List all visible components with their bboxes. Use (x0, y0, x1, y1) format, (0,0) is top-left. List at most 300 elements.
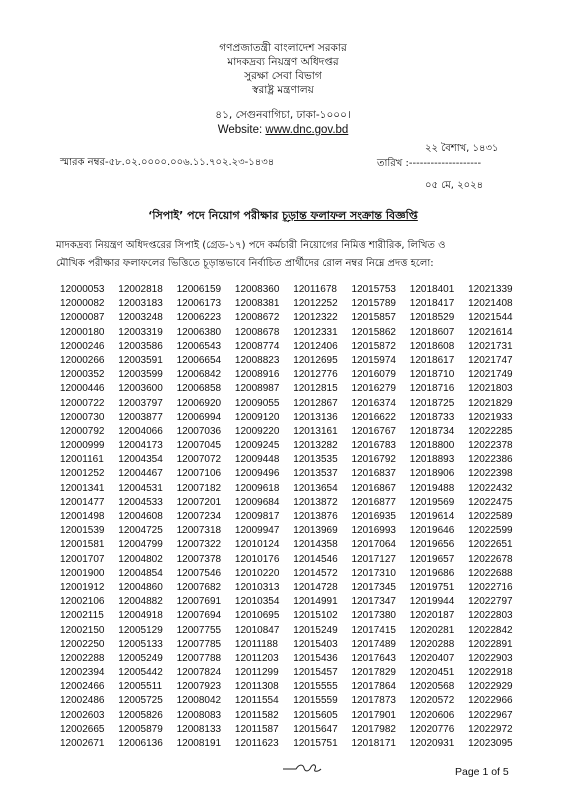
roll-number-cell: 12012331 (293, 326, 338, 338)
roll-number-cell: 12022918 (468, 667, 513, 679)
roll-number-cell: 12021829 (468, 397, 513, 409)
roll-number-cell: 12019751 (409, 581, 455, 593)
roll-number-cell: 12016622 (351, 411, 396, 423)
roll-number-cell: 12004854 (118, 567, 163, 579)
roll-number-cell: 12009496 (234, 468, 280, 480)
roll-number-cell: 12004799 (118, 539, 163, 551)
roll-number-cell: 12015249 (293, 624, 338, 636)
roll-number-cell: 12018607 (409, 326, 455, 338)
roll-number-cell: 12018417 (409, 298, 455, 310)
roll-number-cell: 12022398 (468, 468, 513, 480)
roll-number-cell: 12013282 (293, 440, 338, 452)
roll-number-cell: 12000792 (60, 425, 105, 437)
table-row (60, 524, 526, 538)
roll-number-cell: 12015457 (293, 667, 338, 679)
roll-number-cell: 12008774 (234, 340, 280, 352)
roll-number-cell: 12010695 (234, 610, 280, 622)
table-row (60, 581, 526, 595)
roll-number-cell: 12011678 (293, 284, 337, 295)
roll-number-cell: 12022803 (468, 610, 513, 622)
roll-number-cell: 12008823 (234, 354, 280, 366)
roll-number-cell: 12017415 (351, 624, 396, 636)
table-row (60, 709, 526, 723)
roll-number-cell: 12008042 (176, 695, 222, 707)
roll-number-cell: 12009684 (234, 496, 280, 508)
website-link[interactable]: www.dnc.gov.bd (265, 124, 349, 136)
roll-number-cell: 12009448 (234, 454, 280, 466)
roll-number-cell: 12014546 (293, 553, 338, 565)
roll-number-cell: 12010354 (234, 596, 280, 608)
roll-number-cell: 12022929 (468, 681, 513, 693)
roll-number-cell: 12022842 (468, 624, 513, 636)
roll-number-cell: 12004066 (118, 425, 163, 437)
roll-number-cell: 12021339 (468, 284, 513, 295)
table-row (60, 723, 526, 737)
roll-number-cell: 12002818 (118, 284, 163, 295)
roll-number-cell: 12020606 (409, 709, 455, 721)
page-number: Page 1 of 5 (455, 766, 509, 778)
roll-number-cell: 12022651 (468, 539, 513, 551)
table-row (60, 397, 526, 411)
roll-number-cell: 12018733 (409, 411, 455, 423)
roll-number-cell: 12001341 (60, 482, 105, 494)
roll-number-cell: 12005249 (118, 652, 163, 664)
roll-number-cell: 12000266 (60, 354, 105, 366)
roll-number-cell: 12015862 (351, 326, 396, 338)
roll-number-cell: 12007378 (176, 553, 222, 565)
roll-number-cell: 12019646 (409, 525, 455, 537)
roll-number-cell: 12000180 (60, 326, 105, 338)
roll-number-cell: 12019488 (409, 482, 455, 494)
website-label: Website: (217, 124, 266, 136)
table-row (60, 694, 526, 708)
roll-number-cell: 12004533 (118, 496, 163, 508)
roll-number-cell: 12007546 (176, 567, 222, 579)
roll-number-cell: 12012776 (293, 369, 338, 381)
roll-number-cell: 12006920 (176, 397, 222, 409)
roll-number-cell: 12022386 (468, 454, 513, 466)
roll-number-cell: 12006858 (176, 383, 222, 395)
roll-number-cell: 12017064 (351, 539, 396, 551)
roll-number-cell: 12017347 (351, 596, 396, 608)
roll-number-cell: 12016079 (351, 369, 396, 381)
roll-number-cell: 12015555 (293, 681, 338, 693)
roll-number-cell: 12005133 (118, 638, 163, 650)
roll-number-cell: 12022716 (468, 581, 513, 593)
roll-number-cell: 12020187 (409, 610, 455, 622)
roll-number-cell: 12022432 (468, 482, 513, 494)
roll-number-cell: 12009220 (234, 425, 280, 437)
roll-number-cell: 12004531 (118, 482, 163, 494)
roll-number-cell: 12006136 (118, 738, 163, 749)
roll-number-cell: 12019657 (409, 553, 455, 565)
roll-number-cell: 12002115 (60, 610, 104, 622)
table-row (60, 567, 526, 581)
roll-number-cell: 12013872 (293, 496, 338, 508)
roll-number-cell: 12004882 (118, 596, 163, 608)
roll-number-cell: 12017873 (351, 695, 396, 707)
roll-number-cell: 12011188 (234, 638, 278, 650)
roll-number-cell: 12000352 (60, 369, 105, 381)
roll-number-cell: 12019944 (409, 596, 455, 608)
roll-number-cell: 12005826 (118, 709, 163, 721)
table-row (60, 326, 526, 340)
roll-number-cell: 12017489 (351, 638, 396, 650)
roll-number-cell: 12007694 (176, 610, 222, 622)
roll-number-cell: 12016935 (351, 511, 396, 522)
roll-number-cell: 12008916 (234, 369, 280, 381)
roll-number-cell: 12020281 (409, 624, 455, 636)
roll-number-cell: 12018725 (409, 397, 455, 409)
table-row (60, 510, 526, 524)
table-row (60, 340, 526, 354)
roll-number-cell: 12022378 (468, 440, 513, 452)
table-row (60, 595, 526, 609)
roll-number-cell: 12005879 (118, 723, 163, 735)
roll-number-cell: 12002486 (60, 695, 105, 707)
roll-number-cell: 12016877 (351, 496, 396, 508)
roll-number-cell: 12011623 (234, 738, 279, 749)
roll-number-cell: 12010176 (234, 553, 280, 565)
roll-number-cell: 12008191 (176, 738, 222, 749)
roll-number-cell: 12017901 (351, 709, 396, 721)
roll-number-cell: 12020568 (409, 681, 455, 693)
roll-number-cell: 12007318 (176, 525, 222, 537)
roll-number-cell: 12012406 (293, 340, 338, 352)
roll-number-cell: 12006654 (176, 354, 222, 366)
roll-number-cell: 12004354 (118, 454, 163, 466)
roll-number-cell: 12016783 (351, 440, 396, 452)
roll-number-cell: 12000087 (60, 312, 105, 324)
roll-number-cell: 12015605 (293, 709, 338, 721)
roll-number-cell: 12006173 (176, 298, 222, 310)
roll-number-cell: 12013969 (293, 525, 338, 537)
table-row (60, 467, 526, 481)
roll-number-cell: 12002250 (60, 638, 105, 650)
division-name: সুরক্ষা সেবা বিভাগ (244, 70, 322, 82)
roll-number-cell: 12017345 (351, 581, 396, 593)
roll-number-cell: 12004173 (118, 440, 163, 452)
roll-number-cell: 12022972 (468, 723, 513, 735)
roll-number-cell: 12020776 (409, 723, 455, 735)
roll-number-cell: 12004467 (118, 468, 163, 480)
roll-number-cell: 12012815 (293, 383, 338, 395)
roll-number-cell: 12007182 (176, 482, 222, 494)
roll-number-cell: 12012322 (293, 312, 338, 324)
roll-number-cell: 12000730 (60, 411, 105, 423)
roll-number-cell: 12022903 (468, 652, 513, 664)
roll-number-cell: 12002150 (60, 624, 105, 636)
roll-number-cell: 12022589 (468, 511, 513, 522)
roll-number-cell: 12015872 (351, 340, 396, 352)
roll-number-cell: 12000246 (60, 340, 105, 352)
roll-number-cell: 12002288 (60, 652, 105, 664)
roll-number-cell: 12014358 (293, 539, 338, 551)
roll-number-cell: 12022678 (468, 553, 513, 565)
roll-number-cell: 12021803 (468, 383, 513, 395)
table-row (60, 652, 526, 666)
roll-number-cell: 12018906 (409, 468, 455, 480)
roll-number-cell: 12004918 (118, 610, 163, 622)
roll-number-cell: 12018893 (409, 454, 455, 466)
roll-number-cell: 12006380 (176, 326, 222, 338)
roll-number-cell: 12003319 (118, 326, 163, 338)
roll-number-cell: 12014572 (293, 567, 338, 579)
roll-number-cell: 12021408 (468, 298, 513, 310)
roll-number-cell: 12003797 (118, 397, 163, 409)
roll-number-cell: 12018710 (409, 369, 455, 381)
roll-number-cell: 12018716 (409, 383, 455, 395)
roll-number-cell: 12021614 (468, 326, 513, 338)
roll-number-cell: 12002671 (60, 738, 105, 749)
table-row (60, 482, 526, 496)
table-row (60, 411, 526, 425)
roll-number-cell: 12016837 (351, 468, 396, 480)
table-row (60, 638, 526, 652)
roll-number-cell: 12009245 (234, 440, 280, 452)
table-row (60, 311, 526, 325)
roll-number-cell: 12007036 (176, 425, 222, 437)
roll-number-cell: 12020572 (409, 695, 455, 707)
roll-number-cell: 12007201 (176, 496, 222, 508)
roll-number-cell: 12020931 (409, 738, 455, 749)
roll-number-cell: 12000999 (60, 440, 105, 452)
roll-number-cell: 12002394 (60, 667, 105, 679)
table-row (60, 496, 526, 510)
roll-number-cell: 12018734 (409, 425, 455, 437)
roll-number-cell: 12003586 (118, 340, 163, 352)
roll-number-cell: 12014991 (293, 596, 338, 608)
roll-number-cell: 12009947 (234, 525, 280, 537)
roll-number-cell: 12005129 (118, 624, 163, 636)
roll-number-cell: 12017643 (351, 652, 396, 664)
table-row (60, 368, 526, 382)
roll-number-cell: 12016993 (351, 525, 396, 537)
roll-number-cell: 12015751 (293, 738, 338, 749)
roll-number-cell: 12010847 (234, 624, 280, 636)
table-row (60, 283, 526, 297)
roll-number-cell: 12009055 (234, 397, 280, 409)
roll-number-cell: 12009817 (234, 511, 280, 522)
roll-number-cell: 12002665 (60, 723, 105, 735)
roll-number-cell: 12003591 (118, 354, 163, 366)
roll-number-cell: 12003248 (118, 312, 163, 324)
table-row (60, 297, 526, 311)
roll-number-cell: 12008672 (234, 312, 280, 324)
roll-number-cell: 12006223 (176, 312, 222, 324)
roll-number-cell: 12019614 (409, 511, 455, 522)
roll-number-cell: 12007824 (176, 667, 222, 679)
roll-number-cell: 12001900 (60, 567, 105, 579)
roll-number-cell: 12006543 (176, 340, 222, 352)
roll-number-cell: 12021749 (468, 369, 513, 381)
table-row (60, 439, 526, 453)
roll-number-cell: 12004725 (118, 525, 163, 537)
memo-number: স্মারক নম্বর-৫৮.০২.০০০০.০০৬.১১.৭০২.২৩-১৪৩৪ (60, 157, 275, 168)
notice-title-prefix: ‘সিপাই’ পদে নিয়োগ পরীক্ষার (148, 209, 283, 222)
roll-number-cell: 12012695 (293, 354, 338, 366)
roll-number-cell: 12021544 (468, 312, 513, 324)
roll-number-cell: 12018800 (409, 440, 455, 452)
roll-number-cell: 12004860 (118, 581, 163, 593)
roll-number-cell: 12017864 (351, 681, 396, 693)
website-line (0, 124, 566, 136)
roll-number-cell: 12006994 (176, 411, 222, 423)
roll-number-cell: 12007788 (176, 652, 222, 664)
roll-number-cell: 12007106 (176, 468, 222, 480)
roll-number-cell: 12013654 (293, 482, 338, 494)
table-row (60, 624, 526, 638)
roll-number-cell: 12007682 (176, 581, 222, 593)
table-row (60, 680, 526, 694)
roll-number-cell: 12018171 (351, 738, 396, 749)
roll-number-cell: 12005442 (118, 667, 163, 679)
roll-number-cell: 12020407 (409, 652, 455, 664)
roll-number-cell: 12007045 (176, 440, 222, 452)
roll-number-cell: 12018529 (409, 312, 455, 324)
roll-number-cell: 12016767 (351, 425, 396, 437)
roll-number-cell: 12013161 (293, 425, 338, 437)
roll-number-cell: 12022599 (468, 525, 513, 537)
roll-number-cell: 12019656 (409, 539, 455, 551)
roll-number-cell: 12010124 (234, 539, 280, 551)
roll-number-cell: 12001581 (60, 539, 105, 551)
roll-number-cell: 12022891 (468, 638, 513, 650)
roll-number-cell: 12007691 (176, 596, 222, 608)
roll-number-cell: 12022966 (468, 695, 513, 707)
roll-number-cell: 12018608 (409, 340, 455, 352)
roll-number-cell: 12000053 (60, 284, 105, 295)
roll-number-cell: 12007923 (176, 681, 222, 693)
roll-number-cell: 12001707 (60, 553, 105, 565)
roll-number-cell: 12013136 (293, 411, 338, 423)
roll-number-cell: 12014728 (293, 581, 338, 593)
table-row (60, 538, 526, 552)
table-row (60, 425, 526, 439)
roll-number-cell: 12015753 (351, 284, 396, 295)
roll-number-cell: 12013535 (293, 454, 338, 466)
roll-number-cell: 12016279 (351, 383, 396, 395)
roll-number-cell: 12003600 (118, 383, 163, 395)
roll-number-cell: 12012252 (293, 298, 338, 310)
roll-number-cell: 12017380 (351, 610, 396, 622)
roll-number-cell: 12015647 (293, 723, 338, 735)
roll-number-cell: 12009618 (234, 482, 280, 494)
roll-number-cell: 12021731 (468, 340, 513, 352)
roll-number-cell: 12017310 (351, 567, 396, 579)
notice-body-line-2: মৌখিক পরীক্ষার ফলাফলের ভিত্তিতে চূড়ান্তভাবে নির্বাচিত প্রার্থীদের রোল নম্বর নিম্নে প্রদত্ত হলো: (56, 258, 434, 269)
notice-body-line-1: মাদকদ্রব্য নিয়ন্ত্রণ অধিদপ্তরের সিপাই (গ্রেড-১৭) পদে কর্মচারী নিয়োগের নিমিত্ত শারীরিক, লিখিত ও (56, 240, 446, 251)
roll-number-cell: 12012867 (293, 397, 338, 409)
roll-number-cell: 12006159 (176, 284, 222, 295)
roll-number-cell: 12002106 (60, 596, 105, 608)
roll-number-cell: 12000082 (60, 298, 105, 310)
roll-number-cell: 12007785 (176, 638, 222, 650)
roll-number-cell: 12007072 (176, 454, 222, 466)
signature-mark (282, 760, 322, 776)
roll-number-cell: 12018401 (409, 284, 455, 295)
roll-number-cell: 12006842 (176, 369, 222, 381)
roll-number-cell: 12011308 (234, 681, 279, 693)
roll-number-cell: 12003877 (118, 411, 163, 423)
roll-number-cell: 12002603 (60, 709, 105, 721)
date-field: তারিখ :-------------------- (377, 158, 482, 169)
roll-number-cell: 12019569 (409, 496, 455, 508)
roll-number-cell: 12008987 (234, 383, 280, 395)
roll-number-cell: 12008133 (176, 723, 222, 735)
roll-number-cell: 12015857 (351, 312, 396, 324)
table-row (60, 382, 526, 396)
roll-number-cell: 12008678 (234, 326, 280, 338)
roll-number-cell: 12007234 (176, 511, 222, 522)
roll-number-cell: 12016867 (351, 482, 396, 494)
roll-number-cell: 12018617 (409, 354, 455, 366)
roll-number-cell: 12001539 (60, 525, 105, 537)
roll-number-cell: 12000722 (60, 397, 105, 409)
roll-number-cell: 12011587 (234, 723, 279, 735)
english-date: ০৫ মে, ২০২৪ (425, 180, 484, 191)
roll-number-cell: 12013537 (293, 468, 338, 480)
office-address: ৪১, সেগুনবাগিচা, ঢাকা-১০০০। (215, 109, 351, 121)
roll-number-cell: 12021747 (468, 354, 513, 366)
roll-number-cell: 12009120 (234, 411, 280, 423)
roll-number-cell: 12011582 (234, 709, 279, 721)
roll-number-cell: 12001252 (60, 468, 105, 480)
roll-number-cell: 12020451 (409, 667, 455, 679)
roll-number-cell: 12022797 (468, 596, 513, 608)
department-name: মাদকদ্রব্য নিয়ন্ত্রণ অধিদপ্তর (227, 56, 339, 68)
table-row (60, 553, 526, 567)
table-row (60, 453, 526, 467)
roll-number-cell: 12020288 (409, 638, 455, 650)
roll-number-cell: 12005511 (118, 681, 163, 693)
roll-number-cell: 12007755 (176, 624, 222, 636)
roll-number-cell: 12022285 (468, 425, 513, 437)
roll-number-cell: 12023095 (468, 738, 513, 749)
roll-number-cell: 12001912 (60, 581, 105, 593)
table-row (60, 737, 526, 751)
roll-number-cell: 12008083 (176, 709, 222, 721)
roll-number-cell: 12010313 (234, 581, 280, 593)
roll-number-cell: 12021933 (468, 411, 513, 423)
roll-number-cell: 12015102 (293, 610, 338, 622)
roll-number-cell: 12017829 (351, 667, 396, 679)
roll-number-cell: 12016374 (351, 397, 396, 409)
roll-number-cell: 12002466 (60, 681, 105, 693)
roll-number-cell: 12022475 (468, 496, 513, 508)
roll-number-cell: 12011203 (234, 652, 279, 664)
bangla-date: ২২ বৈশাখ, ১৪৩১ (425, 143, 499, 154)
roll-number-cell: 12017127 (351, 553, 396, 565)
roll-number-table (60, 283, 526, 751)
ministry-name: স্বরাষ্ট্র মন্ত্রণালয় (252, 84, 314, 96)
roll-number-cell: 12000446 (60, 383, 105, 395)
roll-number-cell: 12008381 (234, 298, 280, 310)
roll-number-cell: 12003599 (118, 369, 163, 381)
notice-title-subject: চূড়ান্ত ফলাফল সংক্রান্ত বিজ্ঞপ্তি (282, 209, 418, 222)
table-row (60, 666, 526, 680)
notice-title (0, 207, 566, 226)
roll-number-cell: 12004608 (118, 511, 163, 522)
roll-number-cell: 12017982 (351, 723, 396, 735)
roll-number-cell: 12011299 (234, 667, 279, 679)
roll-number-cell: 12004802 (118, 553, 163, 565)
roll-number-cell: 12015789 (351, 298, 396, 310)
roll-number-cell: 12015436 (293, 652, 338, 664)
roll-number-cell: 12005725 (118, 695, 163, 707)
roll-number-cell: 12015403 (293, 638, 338, 650)
roll-number-cell: 12003183 (118, 298, 163, 310)
